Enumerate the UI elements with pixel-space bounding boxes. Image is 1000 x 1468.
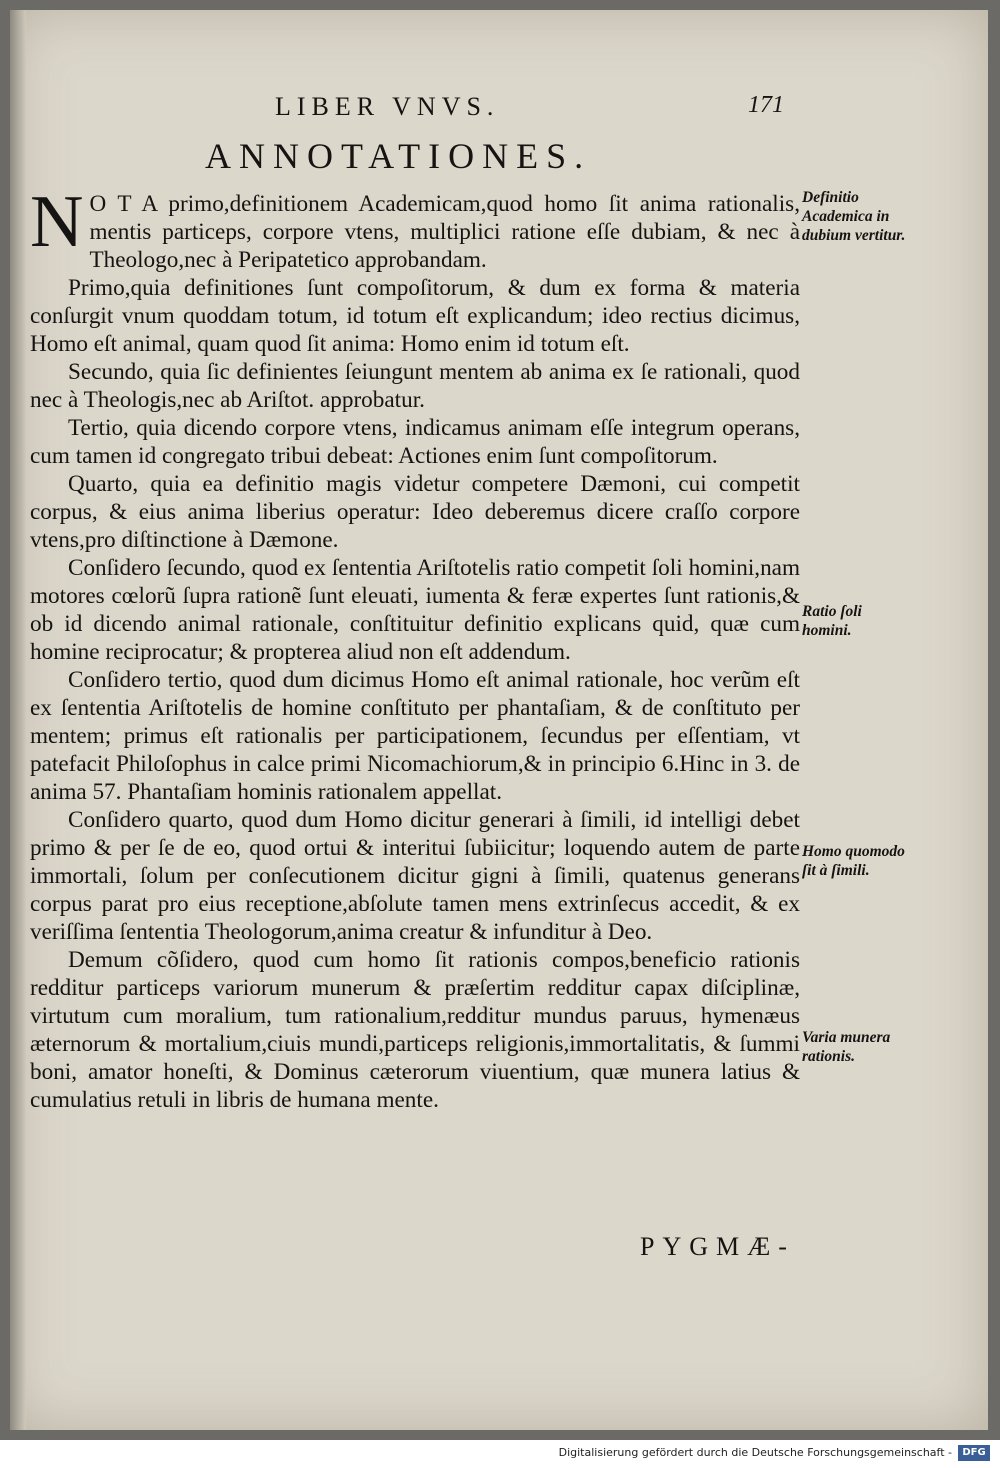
drop-cap: N bbox=[30, 181, 84, 263]
margin-note: Ratio ſoli homini. bbox=[802, 603, 862, 639]
paragraph: Primo,quia definitiones ſunt compoſitorum, & dum ex forma & materia conſurgit vnum quoddam totum, id totum eſt explicandum; ideo rectius dicimus, Homo eſt animal, quam quod ſit anima: Homo enim id totum eſt. bbox=[30, 275, 800, 357]
paragraph: Quarto, quia ea definitio magis videtur competere Dæmoni, cui competit corpus, & eius anima liberius operatur: Ideo deberemus dicere craſſo corpore vtens,pro diſtinctione à Dæmone. bbox=[30, 471, 800, 553]
paragraph: Conſidero tertio, quod dum dicimus Homo eſt animal rationale, hoc verũm eſt ex ſententia Ariſtotelis de homine conſtituto per phantaſiam, & de conſtituto per mentem; primus eſt rationalis per participationem, ſecundus per eſſentiam, vt patefacit Philoſophus in calce primi Nicomachiorum,& in principio 6.Hinc in 3. de anima 57. Phantaſiam hominis rationalem appellat. bbox=[30, 667, 800, 805]
catchword: PYGMÆ- bbox=[640, 1232, 795, 1261]
dfg-logo-icon: DFG bbox=[958, 1445, 990, 1461]
running-head: LIBER VNVS. bbox=[275, 92, 500, 121]
page-spine bbox=[10, 10, 26, 1430]
paragraph: Secundo, quia ſic definientes ſeiungunt mentem ab anima ex ſe rationali, quod nec à Theologis,nec ab Ariſtot. approbatur. bbox=[30, 359, 800, 413]
paragraph: Tertio, quia dicendo corpore vtens, indicamus animam eſſe integrum operans, cum tamen id congregato tribui debeat: Actiones enim ſunt compoſitorum. bbox=[30, 415, 800, 469]
paragraph: Demum cõſidero, quod cum homo ſit rationis compos,beneficio rationis redditur particeps variorum munerum & præſertim redditur capax diſciplinæ, virtutum cum moralium, tum rationalium,redditur mundus paruus, hymenæus æternorum & mortalium,ciuis mundi,particeps religionis,immortalitatis, & ſummi boni, amator honeſti, & Dominus cæterorum viuentium, quæ munera latius & cumulatius retuli in libris de humana mente. bbox=[30, 947, 800, 1113]
page-title: ANNOTATIONES. bbox=[205, 136, 592, 176]
paragraph: Conſidero ſecundo, quod ex ſententia Ariſtotelis ratio competit ſoli homini,nam motores cœlorũ ſupra rationẽ ſunt eleuati, iumenta & feræ expertes ſunt rationis,& ob id dicendo animal rationale, conſtituitur definitio explicans quid, quæ cum homine reciprocatur; & propterea aliud non eſt addendum. bbox=[30, 555, 800, 665]
margin-note: Definitio Academica in dubium vertitur. bbox=[802, 189, 906, 244]
margin-note: Varia munera rationis. bbox=[802, 1029, 891, 1065]
page-number: 171 bbox=[748, 92, 784, 118]
footer-credit: Digitalisierung gefördert durch die Deutsche Forschungsgemeinschaft - bbox=[558, 1446, 952, 1459]
book-page bbox=[10, 10, 988, 1430]
footer-bar bbox=[0, 1440, 1000, 1468]
paragraph: Conſidero quarto, quod dum Homo dicitur generari à ſimili, id intelligi debet primo & per ſe de eo, quod ortui & interitui ſubiicitur; loquendo autem de parte immortali, ſolum per conſecutionem dicitur gigni à ſimili, quatenus generans corpus parat pro eius receptione,abſolute tamen mens extrinſecus accedit, & ex veriſſima ſententia Theologorum,anima creatur & infunditur à Deo. bbox=[30, 807, 800, 945]
margin-note: Homo quomodo ſit à ſimili. bbox=[802, 843, 905, 879]
body-text bbox=[30, 181, 800, 1114]
paragraph: N O T A primo,definitionem Academicam,quod homo ſit anima rationalis, mentis particeps, corpore vtens, multiplici ratione eſſe dubiam, & nec à Theologo,nec à Peripatetico approbandam. bbox=[30, 181, 800, 273]
